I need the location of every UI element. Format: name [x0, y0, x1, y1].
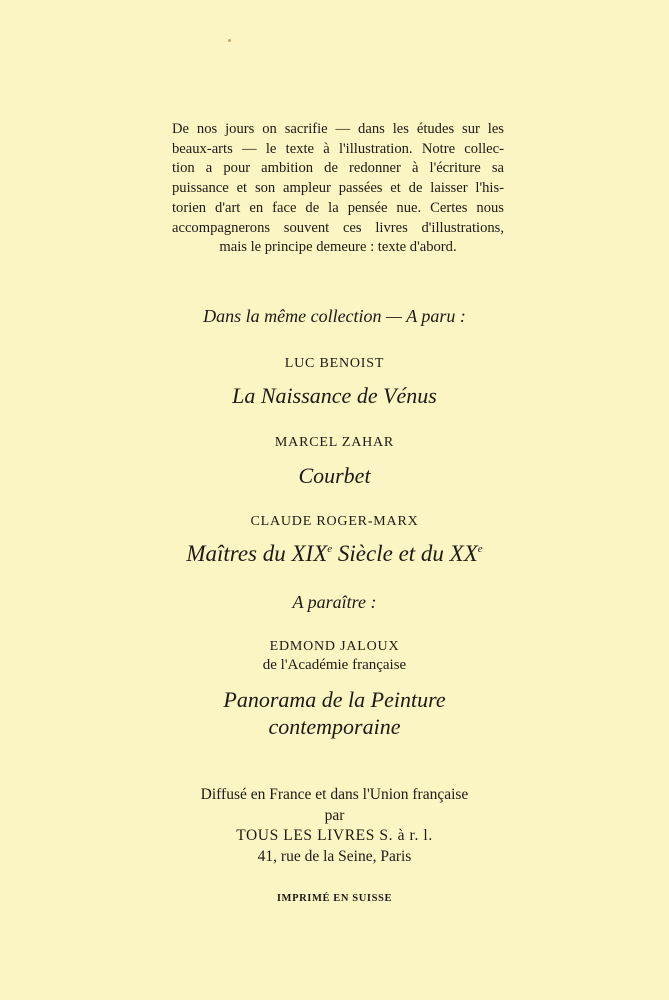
intro-line: mais le principe demeure : texte d'abord.: [219, 239, 457, 256]
printed-in-notice: IMPRIMÉ EN SUISSE: [276, 893, 393, 904]
upcoming-heading: A paraître :: [292, 592, 377, 612]
title-superscript: e: [327, 543, 333, 555]
distribution-info: [0, 785, 669, 867]
intro-line: tion a pour ambition de redonner à l'écriture sa: [172, 160, 504, 177]
book-title: La Naissance de Vénus: [232, 383, 437, 408]
distribution-line: par: [324, 806, 345, 824]
author-name: MARCEL ZAHAR: [274, 435, 395, 450]
intro-line: De nos jours on sacrifie — dans les études sur les: [172, 121, 504, 137]
distribution-line: Diffusé en France et dans l'Union française: [200, 786, 469, 803]
title-part: Maîtres du XIX: [186, 541, 328, 566]
author-affiliation: de l'Académie française: [262, 657, 407, 673]
publisher-name: TOUS LES LIVRES S. à r. l.: [236, 827, 433, 844]
intro-line: beaux-arts — le texte à l'illustration. Notre collec-: [172, 140, 504, 157]
title-superscript: e: [477, 543, 483, 555]
intro-line: puissance et son ampleur passées et de laisser l'his-: [172, 180, 504, 197]
title-part: Siècle et du XX: [332, 541, 478, 566]
intro-line: torien d'art en face de la pensée nue. Certes nous: [172, 199, 504, 216]
book-title: [0, 686, 669, 740]
collection-heading: Dans la même collection — A paru :: [203, 306, 466, 326]
publisher-address: 41, rue de la Seine, Paris: [257, 847, 412, 865]
author-name: EDMOND JALOUX: [269, 639, 400, 654]
book-title: Courbet: [298, 463, 371, 488]
intro-line: accompagnerons souvent ces livres d'illustrations,: [172, 219, 504, 236]
author-name: CLAUDE ROGER-MARX: [250, 514, 419, 529]
author-name: LUC BENOIST: [284, 356, 385, 371]
paper-speck: [228, 39, 231, 42]
book-title: [0, 541, 669, 567]
title-line: contemporaine: [268, 714, 401, 739]
intro-paragraph: [172, 120, 504, 258]
title-line: Panorama de la Peinture: [223, 687, 446, 712]
